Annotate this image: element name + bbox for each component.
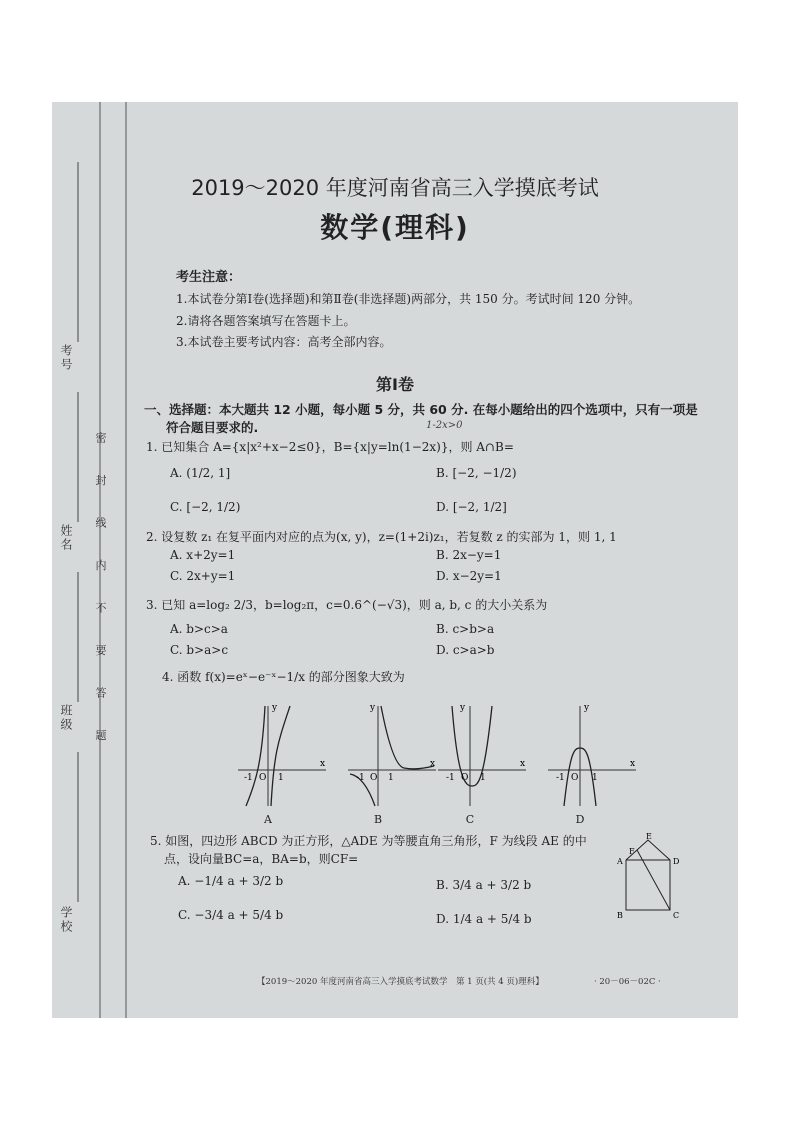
- q5-option-d: D. 1/4 a + 5/4 b: [436, 912, 532, 926]
- handwritten-note: 1-2x>0: [426, 420, 463, 431]
- graph-c-label: C: [465, 813, 475, 826]
- exam-paper: [52, 102, 738, 1018]
- figure-label-d: D: [673, 857, 680, 866]
- notice-item: 2.请将各题答案填写在答题卡上。: [176, 314, 356, 328]
- graph-c-y-label: y: [460, 703, 466, 713]
- graph-a-y-label: y: [272, 703, 278, 713]
- q2-option-b: B. 2x−y=1: [436, 548, 502, 562]
- school-label: 学校: [59, 906, 73, 934]
- graph-a-x-label: x: [320, 759, 326, 769]
- q1-option-c: C. [−2, 1/2): [170, 500, 241, 514]
- figure-label-e: E: [646, 832, 652, 841]
- graph-b-label: B: [373, 813, 383, 826]
- graph-c-origin: O: [461, 773, 469, 783]
- section-instructions-cont: 符合题目要求的.: [166, 420, 259, 435]
- q1-option-a: A. (1/2, 1]: [170, 466, 231, 480]
- graph-c: [432, 702, 532, 810]
- square-figure: [614, 830, 684, 922]
- graph-d-origin: O: [571, 773, 579, 783]
- footer-code: · 20－06－02C ·: [594, 977, 661, 987]
- figure-label-a: A: [617, 857, 623, 866]
- question-1-stem: 1. 已知集合 A={x|x²+x−2≤0}，B={x|y=ln(1−2x)}，则 A∩B=: [146, 440, 514, 454]
- question-2-stem: 2. 设复数 z₁ 在复平面内对应的点为(x, y)，z=(1+2i)z₁，若复数 z 的实部为 1，则 1, 1: [146, 530, 617, 544]
- q2-option-c: C. 2x+y=1: [170, 569, 236, 583]
- q5-option-a: A. −1/4 a + 3/2 b: [178, 874, 284, 888]
- notice-item: 1.本试卷分第Ⅰ卷(选择题)和第Ⅱ卷(非选择题)两部分，共 150 分。考试时间 120 分钟。: [176, 292, 641, 306]
- graph-d-label: D: [575, 813, 585, 826]
- section-instructions: 一、选择题：本大题共 12 小题，每小题 5 分，共 60 分. 在每小题给出的四个选项中，只有一项是: [144, 402, 698, 417]
- q3-option-a: A. b>c>a: [170, 622, 228, 636]
- graph-a-tick-1: 1: [278, 773, 284, 783]
- question-4-stem: 4. 函数 f(x)=eˣ−e⁻ˣ−1/x 的部分图象大致为: [162, 670, 405, 684]
- q2-option-a: A. x+2y=1: [170, 548, 236, 562]
- graph-b-x-label: x: [430, 759, 436, 769]
- seal-line-text: 密 封 线 内 不 要 答 题: [94, 432, 107, 755]
- exam-title: 2019～2020 年度河南省高三入学摸底考试: [191, 176, 599, 200]
- graph-a-origin: O: [259, 773, 267, 783]
- q5-option-c: C. −3/4 a + 5/4 b: [178, 908, 284, 922]
- notice-item: 3.本试卷主要考试内容：高考全部内容。: [176, 335, 392, 349]
- class-label: 班级: [59, 704, 73, 732]
- notice-heading: 考生注意：: [176, 270, 242, 285]
- q1-option-b: B. [−2, −1/2): [436, 466, 517, 480]
- graph-b-tick-1: 1: [388, 773, 394, 783]
- q3-option-d: D. c>a>b: [436, 643, 495, 657]
- graph-b-y-label: y: [370, 703, 376, 713]
- name-label: 姓名: [59, 524, 73, 552]
- graph-c-tick-1: 1: [480, 773, 486, 783]
- subject-title: 数学(理科): [320, 211, 470, 244]
- q1-option-d: D. [−2, 1/2]: [436, 500, 507, 514]
- graph-d-x-label: x: [630, 759, 636, 769]
- graph-d-tick-neg1: -1: [556, 773, 565, 783]
- q3-option-b: B. c>b>a: [436, 622, 495, 636]
- volume-heading: 第Ⅰ卷: [376, 375, 414, 394]
- graph-b-tick-neg1: -1: [356, 773, 365, 783]
- graph-a: [232, 702, 332, 810]
- question-5-stem-cont: 点，设向量BC=a，BA=b，则CF=: [164, 852, 359, 866]
- graph-b-origin: O: [370, 773, 378, 783]
- graph-c-x-label: x: [520, 759, 526, 769]
- graph-a-label: A: [264, 813, 272, 826]
- page-footer: 【2019～2020 年度河南省高三入学摸底考试数学 第 1 页(共 4 页)理科】: [257, 977, 544, 987]
- graph-a-tick-neg1: -1: [244, 773, 253, 783]
- graph-d-tick-1: 1: [592, 773, 598, 783]
- exam-no-label: 考号: [59, 344, 73, 372]
- graph-d-y-label: y: [584, 703, 590, 713]
- question-5-stem: 5. 如图，四边形 ABCD 为正方形，△ADE 为等腰直角三角形，F 为线段 AE 的中: [150, 834, 587, 848]
- q3-option-c: C. b>a>c: [170, 643, 229, 657]
- figure-label-b: B: [617, 911, 623, 920]
- q5-option-b: B. 3/4 a + 3/2 b: [436, 878, 532, 892]
- question-3-stem: 3. 已知 a=log₂ 2/3，b=log₂π，c=0.6^(−√3)，则 a, b, c 的大小关系为: [146, 598, 548, 612]
- figure-label-c: C: [673, 911, 680, 920]
- graph-d: [542, 702, 642, 810]
- figure-label-f: F: [629, 847, 635, 856]
- q2-option-d: D. x−2y=1: [436, 569, 502, 583]
- graph-b: [342, 702, 442, 810]
- graph-c-tick-neg1: -1: [446, 773, 455, 783]
